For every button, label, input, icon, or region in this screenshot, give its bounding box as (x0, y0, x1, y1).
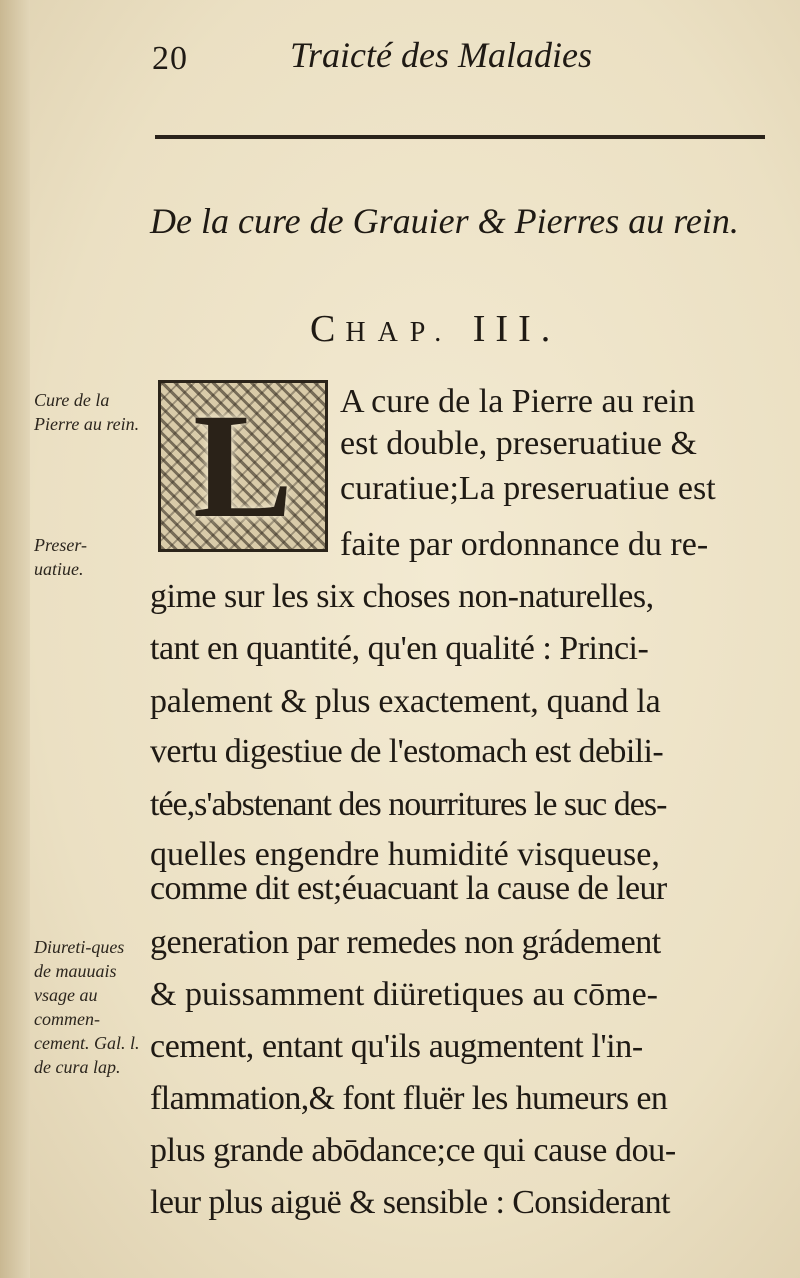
decorated-initial (158, 380, 328, 552)
body-line: & puissamment diüretiques au cōme- (150, 976, 658, 1013)
body-line: curatiue;La preseruatiue est (340, 470, 716, 507)
page-number: 20 (152, 40, 188, 77)
body-line: flammation,& font fluër les humeurs en (150, 1080, 668, 1117)
margin-note-preseruatiue: Preser-uatiue. (34, 535, 87, 579)
body-line: generation par remedes non grádement (150, 924, 661, 961)
body-line: tée,s'abstenant des nourritures le suc des- (150, 786, 667, 823)
header-rule (155, 135, 765, 139)
body-line: leur plus aiguë & sensible : Considerant (150, 1184, 670, 1221)
margin-note-cure: Cure de la Pierre au rein. (34, 390, 140, 434)
body-line: est double, preseruatiue & (340, 425, 697, 462)
chapter-number: III. (472, 308, 561, 350)
body-line: plus grande abōdance;ce qui cause dou- (150, 1132, 676, 1169)
body-line: cement, entant qu'ils augmentent l'in- (150, 1028, 643, 1065)
chapter-rest-letters: HAP. (345, 317, 454, 348)
body-line: comme dit est;éuacuant la cause de leur (150, 870, 667, 907)
body-line: palement & plus exactement, quand la (150, 683, 661, 720)
body-line: tant en quantité, qu'en qualité : Princi- (150, 630, 649, 667)
body-line: gime sur les six choses non-naturelles, (150, 578, 654, 615)
initial-letter: L (192, 383, 294, 549)
body-line: faite par ordonnance du re- (340, 526, 709, 563)
body-line: quelles engendre humidité visqueuse, (150, 836, 660, 873)
chapter-first-letter: C (310, 308, 346, 350)
chapter-heading (310, 307, 560, 351)
running-title: Traicté des Maladies (290, 35, 592, 75)
section-title: De la cure de Grauier & Pierres au rein. (150, 201, 739, 241)
page-gutter (0, 0, 30, 1278)
margin-note-diuretiques: Diureti-ques de mauuais vsage au commen-cement. Gal. l. de cura lap. (34, 937, 140, 1077)
body-line: vertu digestiue de l'estomach est debili- (150, 733, 664, 770)
body-line: A cure de la Pierre au rein (340, 383, 695, 420)
